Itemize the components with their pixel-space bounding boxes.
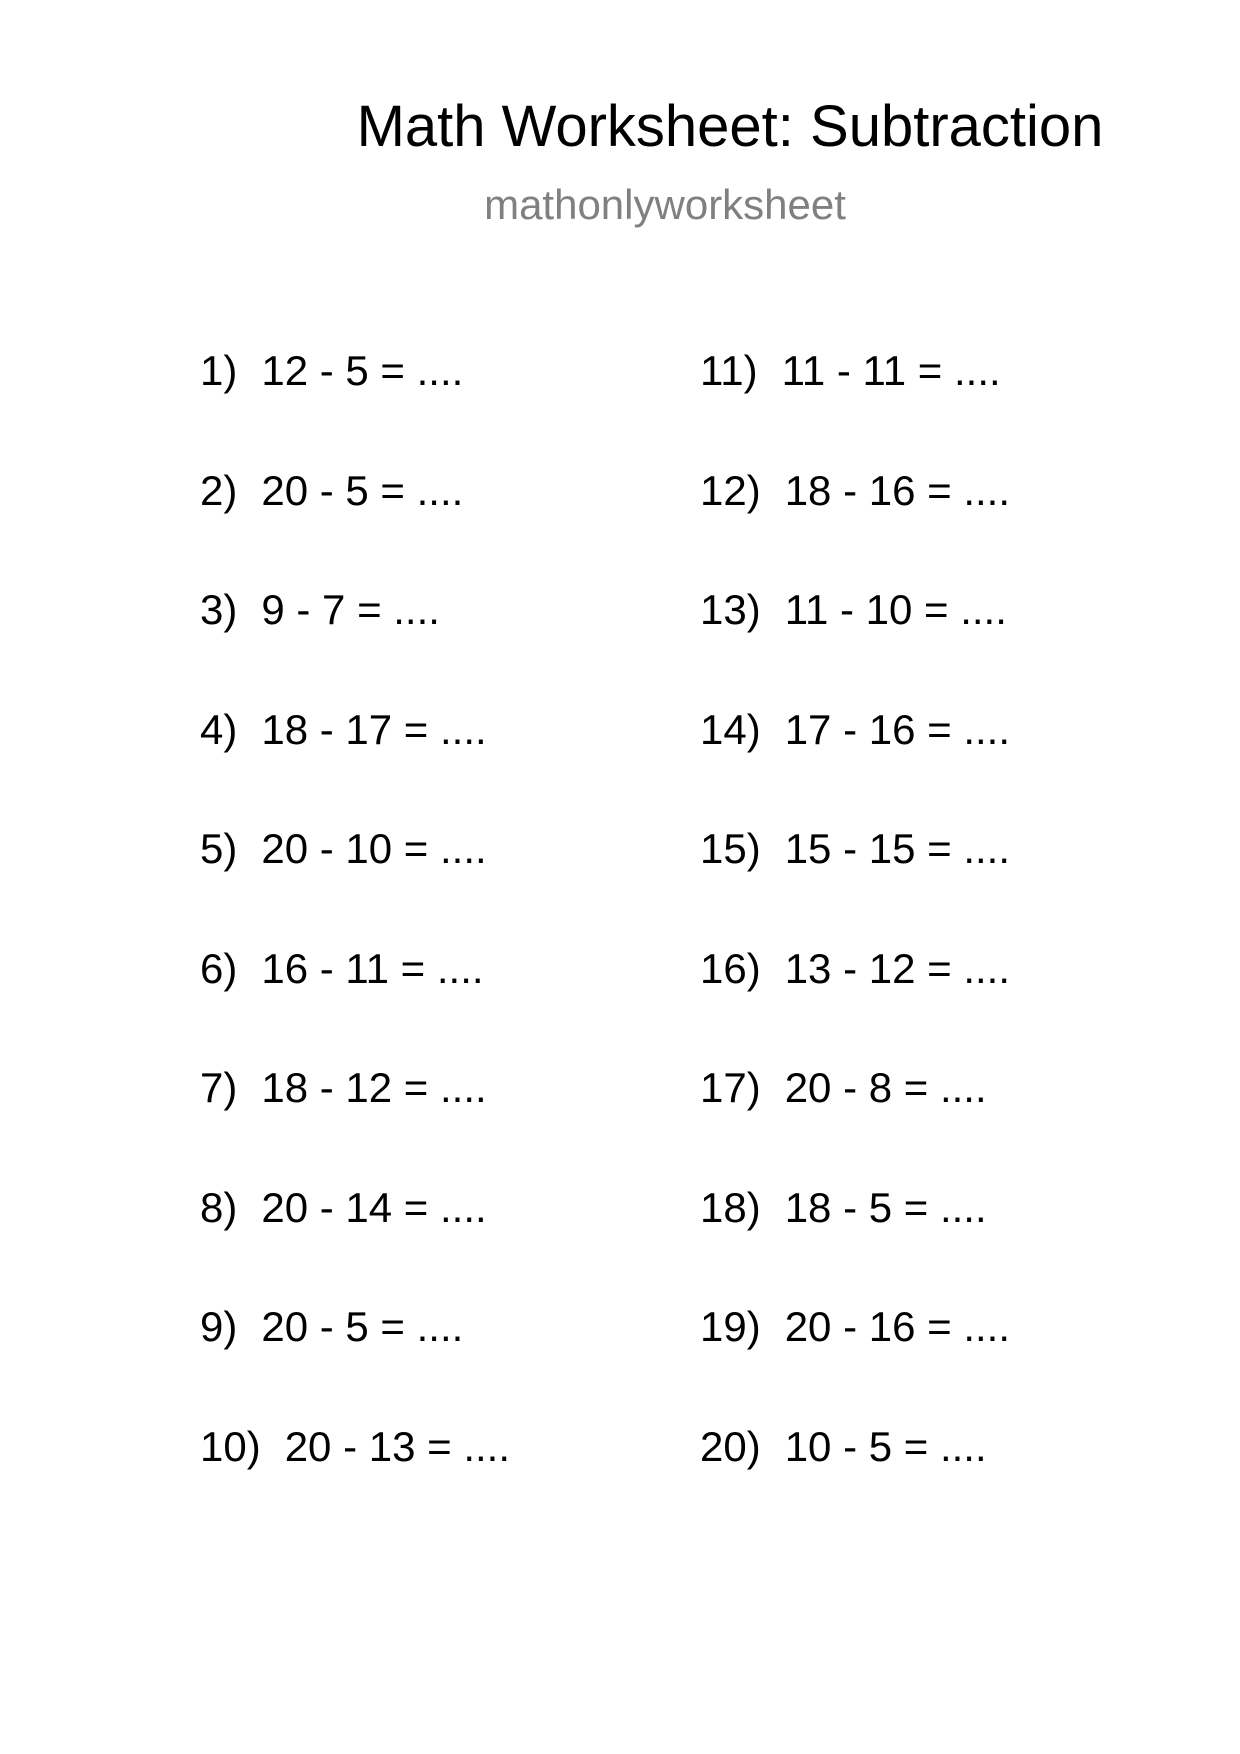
problem-expression: 20 - 13 = .... — [284, 1422, 511, 1470]
problem-number: 20) — [700, 1422, 761, 1470]
problem-number: 14) — [700, 705, 761, 753]
problem-item — [200, 1303, 510, 1426]
problem-item — [200, 825, 510, 948]
problem-item — [200, 705, 510, 829]
problem-number: 10) — [200, 1422, 261, 1470]
problem-number: 3) — [200, 586, 238, 633]
problem-expression: 13 - 12 = .... — [784, 944, 1011, 992]
problem-number: 19) — [700, 1303, 761, 1350]
problem-expression: 17 - 16 = .... — [784, 705, 1011, 753]
problem-number: 11) — [700, 347, 758, 394]
problem-expression: 15 - 15 = .... — [784, 825, 1011, 872]
problem-item — [700, 1183, 1010, 1307]
problem-expression: 18 - 16 = .... — [784, 466, 1011, 514]
problem-item — [700, 825, 1011, 948]
worksheet-subtitle: mathonlyworksheet — [484, 181, 846, 228]
problem-number: 15) — [700, 825, 761, 872]
problem-item — [200, 1183, 510, 1307]
problem-item — [700, 1303, 1011, 1426]
problem-number: 6) — [200, 944, 238, 992]
problem-expression: 9 - 7 = .... — [261, 586, 440, 633]
problem-expression: 16 - 11 = .... — [261, 944, 484, 992]
problem-expression: 12 - 5 = .... — [261, 347, 464, 394]
problem-expression: 18 - 17 = .... — [261, 705, 487, 753]
problem-item — [700, 466, 1011, 590]
problem-column-left — [200, 347, 511, 1545]
worksheet-title: Math Worksheet: Subtraction — [356, 94, 1104, 159]
problem-item — [700, 705, 1011, 829]
problem-number: 9) — [200, 1303, 238, 1350]
problem-number: 7) — [200, 1064, 238, 1111]
problem-expression: 11 - 10 = .... — [784, 586, 1007, 633]
problem-number: 18) — [700, 1183, 761, 1231]
problem-item — [700, 944, 1011, 1068]
problem-number: 13) — [700, 586, 761, 633]
problem-item — [200, 1422, 511, 1546]
problem-item — [200, 1064, 510, 1187]
problem-expression: 20 - 5 = .... — [261, 466, 464, 514]
problem-expression: 20 - 5 = .... — [261, 1303, 464, 1350]
problem-expression: 11 - 11 = .... — [781, 347, 1001, 394]
problem-item — [700, 347, 1010, 470]
problem-number: 8) — [200, 1183, 238, 1231]
problem-expression: 20 - 8 = .... — [784, 1064, 987, 1111]
problem-number: 4) — [200, 705, 238, 753]
problem-number: 16) — [700, 944, 761, 992]
problem-item — [700, 1064, 1010, 1187]
problem-number: 2) — [200, 466, 238, 514]
problem-number: 12) — [700, 466, 761, 514]
problem-number: 5) — [200, 825, 238, 872]
problem-number: 17) — [700, 1064, 761, 1111]
problem-expression: 20 - 14 = .... — [261, 1183, 487, 1231]
problem-expression: 18 - 12 = .... — [261, 1064, 487, 1111]
problem-column-right — [700, 347, 1011, 1545]
problem-item — [200, 586, 510, 709]
problem-item — [700, 1422, 1010, 1546]
problem-expression: 20 - 16 = .... — [784, 1303, 1011, 1350]
problem-item — [200, 944, 510, 1068]
problem-expression: 18 - 5 = .... — [784, 1183, 987, 1231]
problem-item — [700, 586, 1010, 709]
problem-item — [200, 347, 510, 470]
problem-number: 1) — [200, 347, 238, 394]
problem-item — [200, 466, 510, 590]
problem-expression: 20 - 10 = .... — [261, 825, 487, 872]
problem-expression: 10 - 5 = .... — [784, 1422, 987, 1470]
